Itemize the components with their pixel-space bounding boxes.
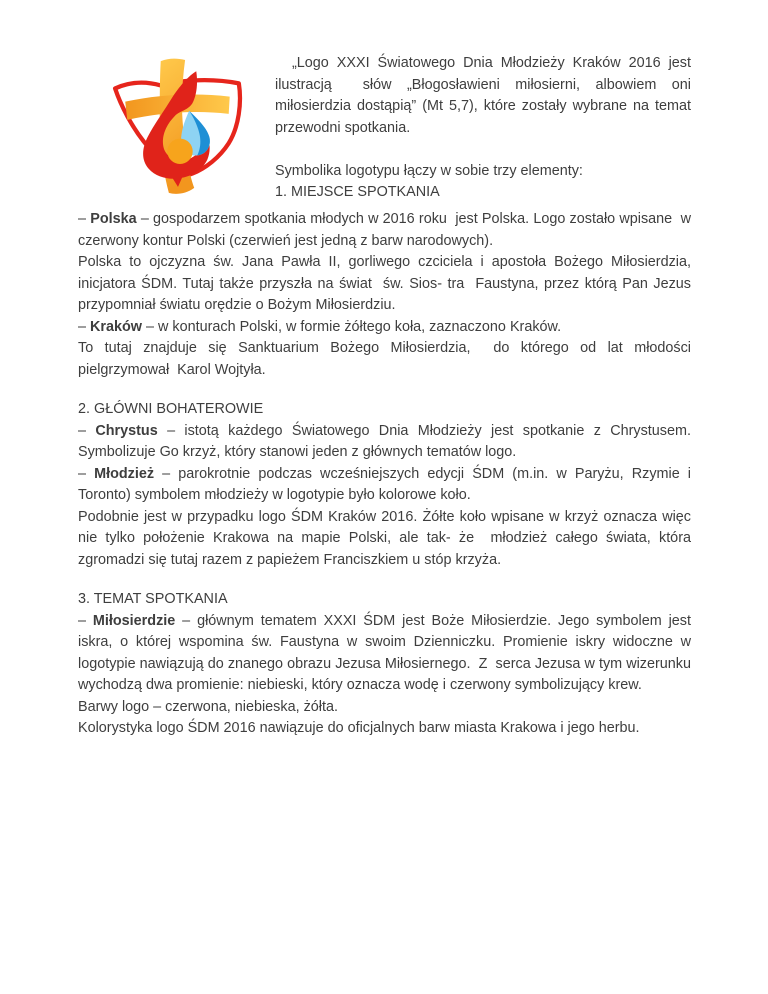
- bold-term: Miłosierdzie: [92, 612, 176, 629]
- text-segment: Barwy logo – czerwona, niebieska, żółta.: [78, 698, 338, 715]
- text-segment: –: [78, 422, 96, 439]
- krakow-dot: [167, 139, 192, 164]
- paragraph-podobnie: [78, 507, 699, 572]
- text-segment: –: [78, 318, 91, 335]
- text-segment: –: [78, 612, 93, 629]
- text-segment: –: [78, 465, 95, 482]
- paragraph-sanktuarium: [78, 338, 695, 381]
- wyd-logo-svg: [108, 56, 250, 198]
- text-segment: To tutaj znajduje się Sanktuarium Bożego Miłosierdzia, do którego od lat młodości pielgrzymował Karol Wojtyła.: [78, 340, 695, 378]
- bold-term: Młodzież: [94, 465, 155, 482]
- paragraph-barwy: [78, 697, 691, 719]
- heading-miejsce-spotkania: 1. MIEJSCE SPOTKANIA: [275, 184, 440, 200]
- bold-term: Polska: [90, 211, 137, 227]
- paragraph-kolorystyka: [78, 718, 691, 740]
- text-segment: – w konturach Polski, w formie żółtego koła, zaznaczono Kraków.: [142, 318, 562, 335]
- intro-section: [78, 53, 695, 209]
- bold-term: Chrystus: [95, 422, 158, 439]
- text-segment: Podobnie jest w przypadku logo ŚDM Kraków 2016. Żółte koło wpisane w krzyż oznacza więc nie tylko położenie Krakowa na mapie Polski, ale tak- że młodzież całego świata, która zgromadzi się tutaj razem z papieżem Franciszkiem u stóp krzyża.: [78, 508, 699, 568]
- text-segment: – istotą każdego Światowego Dnia Młodzieży jest spotkanie z Chrystusem. Symbolizuje Go krzyż, który stanowi jeden z głównych tematów logo.: [78, 422, 695, 460]
- section-spacer: [78, 381, 691, 399]
- paragraph-mlodziez: [78, 464, 695, 507]
- bold-term: Kraków: [90, 318, 142, 335]
- text-segment: – gospodarzem spotkania młodych w 2016 roku jest Polska. Logo zostało wpisane w czerwony kontur Polski (czerwień jest jedną z barw narodowych).: [78, 211, 699, 249]
- heading-temat-spotkania: 3. TEMAT SPOTKANIA: [78, 591, 228, 607]
- paragraph-chrystus: [78, 421, 695, 464]
- text-segment: Kolorystyka logo ŚDM 2016 nawiązuje do oficjalnych barw miasta Krakowa i jego herbu.: [78, 720, 640, 736]
- paragraph-polska: [78, 209, 699, 252]
- text-segment: – parokrotnie podczas wcześniejszych edycji ŚDM (m.in. w Paryżu, Rzymie i Toronto) symbolem młodzieży w logotypie było kolorowe koło.: [78, 465, 695, 503]
- text-segment: – głównym tematem XXXI ŚDM jest Boże Miłosierdzie. Jego symbolem jest iskra, o której wspomina św. Faustyna w swoim Dzienniczku. Promienie iskry widoczne w logotypie nawiązują do znanego obrazu Jezusa Miłosiernego. Z serca Jezusa w tym wizerunku wychodzą dwa promienie: niebieski, który oznacza wodę i czerwony symbolizujący krew.: [78, 612, 695, 693]
- symbolism-line: Symbolika logotypu łączy w sobie trzy elementy:: [275, 162, 583, 179]
- text-segment: –: [78, 211, 91, 227]
- section-spacer: [78, 571, 691, 589]
- paragraph-milosierdzie: [78, 611, 695, 697]
- paragraph-ojczyzna: [78, 252, 695, 317]
- body-text: [78, 209, 699, 740]
- page-content: [78, 53, 699, 740]
- text-segment: Polska to ojczyzna św. Jana Pawła II, gorliwego czciciela i apostoła Bożego Miłosierdzia, inicjatora ŚDM. Tutaj także przyszła na świat św. Sios- tra Faustyna, przez którą Pan Jezus przypomniał światu orędzie o Bożym Miłosierdziu.: [78, 254, 695, 313]
- wyd-krakow-2016-logo: [108, 56, 250, 198]
- paragraph-krakow: [78, 317, 691, 339]
- heading-glowni-bohaterowie: 2. GŁÓWNI BOHATEROWIE: [78, 401, 264, 417]
- blank-line: [275, 139, 691, 161]
- intro-paragraph: „Logo XXXI Światowego Dnia Młodzieży Kraków 2016 jest ilustracją słów „Błogosławieni miłosierni, albowiem oni miłosierdzia dostąpią” (Mt 5,7), które zostały wybrane na temat przewodni spotkania.: [275, 55, 695, 136]
- intro-text-column: [275, 53, 695, 204]
